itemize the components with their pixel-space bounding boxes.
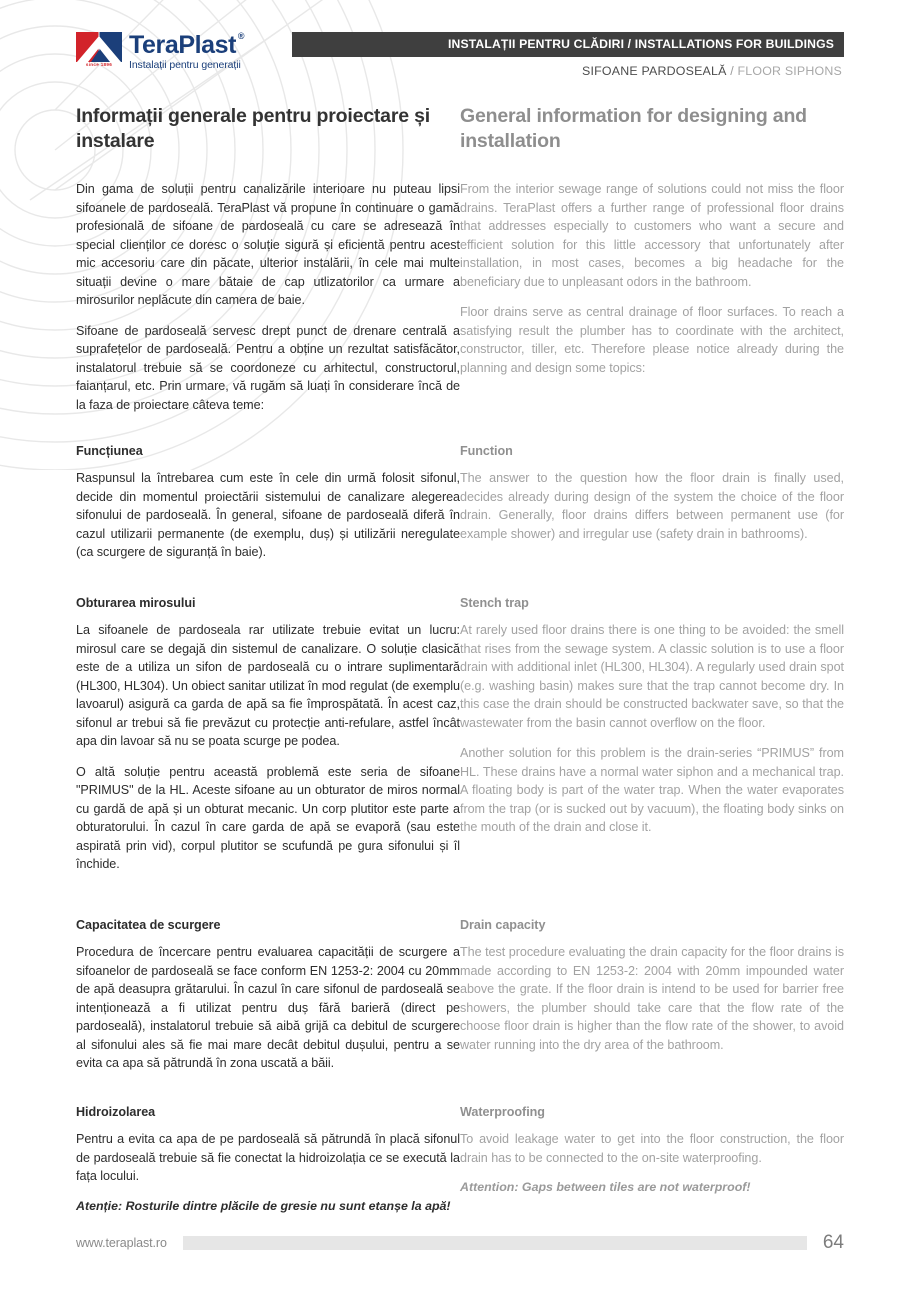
section-paragraph: Raspunsul la întrebarea cum este în cele din urmă folosit sifonul, decide din momentul proiectării sistemului de canalizare alegerea sifonului de pardoseală. În general, sifoane de pardoseală diferă în cazul utilizarii permanente (de exemplu, duș) și utilizării neregulate (ca scurgere de siguranță în baie). xyxy=(76,471,460,559)
section-heading: Obturarea mirosului xyxy=(76,596,196,610)
section-paragraph: Another solution for this problem is the drain-series “PRIMUS” from HL. These drains have a normal water siphon and a mechanical trap. A floating body is part of the water trap. When the water evaporates from the trap (or is sucked out by vacuum), the floating body sinks on the mouth of the drain and close it. xyxy=(460,746,844,834)
section-paragraph: Pentru a evita ca apa de pe pardoseală să pătrundă în placă sifonul de pardoseală trebuie să fie conectat la hidroizolația ce se execută la fața locului. xyxy=(76,1132,460,1183)
section-heading: Waterproofing xyxy=(460,1105,545,1119)
footer-divider-bar xyxy=(183,1236,807,1250)
intro-block-ro xyxy=(76,180,460,426)
page-footer xyxy=(76,1234,844,1252)
section-paragraph: La sifoanele de pardoseala rar utilizate trebuie evitat un lucru: mirosul care se degajă din sistemul de canalizare. O soluție clasică este de a utiliza un sifon de pardoseală cu o intrare suplimentară (HL300, HL304). Un obiect sanitar utilizat în mod regulat (de exemplu lavoarul) asigură ca garda de apă sa fie împrospătată. În acest caz, sifonul ar trebui să fie prevăzut cu protecție anti-refulare, astfel încât apa din lavoar să nu se poata scurge pe podea. xyxy=(76,623,460,748)
section-2-ro xyxy=(76,596,460,886)
section-heading: Capacitatea de scurgere xyxy=(76,918,221,932)
intro-paragraph: Sifoane de pardoseală servesc drept punct de drenare centrală a suprafețelor de pardoseală. Pentru a obține un rezultat satisfăcător, instalatorul trebuie să se coordoneze cu arhitectul, constructorul, faianțarul, etc. Prin urmare, vă rugăm să luați în considerare încă de la faza de proiectare câteva teme: xyxy=(76,323,460,412)
section-heading: Funcțiunea xyxy=(76,444,143,458)
section-1-ro xyxy=(76,444,460,574)
header-subtitle-ro: SIFOANE PARDOSEALĂ xyxy=(582,64,727,78)
page-title-en: General information for designing and installation xyxy=(460,105,807,152)
section-1-en xyxy=(460,444,844,555)
header-subtitle-separator: / xyxy=(726,64,738,78)
footer-website-url[interactable]: www.teraplast.ro xyxy=(76,1236,167,1250)
section-heading: Drain capacity xyxy=(460,918,546,932)
teraplast-logo-icon xyxy=(76,32,122,68)
header-subtitle-en: FLOOR SIPHONS xyxy=(737,64,842,78)
section-paragraph: Procedura de încercare pentru evaluarea capacității de scurgere a sifoanelor de pardoseală se face conform EN 1253-2: 2004 cu 20mm de apă deasupra grătarului. În cazul în care sifonul de pardoseală se intenționează a fi utilizat pentru duș fără barieră (direct pe pardoseală), instalatorul trebuie să aibă grijă ca debitul de scurgere al sifonului ales să fie mai mare decât debitul dușului, pentru a se evita ca apa să pătrundă în zona uscată a băii. xyxy=(76,945,460,1070)
intro-block-en xyxy=(460,180,844,389)
section-paragraph: To avoid leakage water to get into the floor construction, the floor drain has to be connected to the on-site waterproofing. xyxy=(460,1132,844,1165)
header-category-bar: INSTALAȚII PENTRU CLĂDIRI / INSTALLATIONS FOR BUILDINGS xyxy=(292,32,844,57)
section-paragraph: At rarely used floor drains there is one thing to be avoided: the smell that rises from the sewage system. A classic solution is to use a floor drain with additional inlet (HL300, HL304). A regularly used drain spot (e.g. washing basin) makes sure that the trap cannot become dry. In this case the drain should be constructed backwater save, so that the wastewater from the basin cannot overflow on the floor. xyxy=(460,623,844,730)
page-title-ro: Informații generale pentru proiectare și instalare xyxy=(76,105,430,152)
section-heading: Function xyxy=(460,444,513,458)
header-titles xyxy=(292,32,844,78)
section-paragraph: The test procedure evaluating the drain capacity for the floor drains is made according to EN 1253-2: 2004 with 20mm impounded water above the grate. If the floor drain is intend to be used for barrier free showers, the plumber should take care that the flow rate of the choose floor drain is higher than the flow rate of the shower, to avoid water running into the dry area of the bathroom. xyxy=(460,945,844,1052)
intro-paragraph: From the interior sewage range of solutions could not miss the floor drains. TeraPlast offers a further range of professional floor drains that addresses especially to customers who want a secure and efficient solution for this little accessory that unfortunately after installation, in most cases, becomes a big headache for the beneficiary due to unpleasant odors in the bathroom. xyxy=(460,182,844,289)
header-subtitle xyxy=(292,64,844,78)
intro-paragraph: Floor drains serve as central drainage of floor surfaces. To reach a satisfying result the plumber has to coordinate with the architect, constructor, tiller, etc. Therefore please notice already during the planning and design some topics: xyxy=(460,305,844,375)
logo-since-text: since 1896 xyxy=(85,62,113,67)
intro-paragraph: Din gama de soluții pentru canalizările interioare nu puteau lipsi sifoanele de pardoseală. TeraPlast vă propune în continuare o gamă profesională de sifoane de pardoseală cu care se adresează în special clienților ce doresc o soluție sigură și eficientă pentru acest mic accesoriu care din păcate, ulterior instalării, în cele mai multe situații devine o mare bătaie de cap utlizatorilor ca urmare a mirosurilor neplăcute din camera de baie. xyxy=(76,182,460,307)
column-title-en xyxy=(460,104,844,174)
footer-page-number: 64 xyxy=(822,1232,844,1253)
column-title-ro xyxy=(76,104,460,174)
section-3-en xyxy=(460,918,844,1066)
section-heading: Stench trap xyxy=(460,596,529,610)
section-4-en xyxy=(460,1105,844,1197)
attention-note: Attention: Gaps between tiles are not waterproof! xyxy=(460,1180,751,1194)
section-4-ro xyxy=(76,1105,460,1215)
brand-tagline: Instalații pentru generații xyxy=(129,59,241,71)
attention-note: Atenție: Rosturile dintre plăcile de gresie nu sunt etanșe la apă! xyxy=(76,1198,451,1213)
section-2-en xyxy=(460,596,844,849)
section-heading: Hidroizolarea xyxy=(76,1105,156,1119)
brand-logo[interactable] xyxy=(76,31,245,71)
section-paragraph: The answer to the question how the floor drain is finally used, decides already during design of the system the choice of the floor drain. Generally, floor drains differs between permanent use (for example shower) and irregular use (safety drain in bathrooms). xyxy=(460,471,844,541)
section-paragraph: O altă soluție pentru această problemă este seria de sifoane "PRIMUS" de la HL. Aceste sifoane au un obturator de miros normal cu gardă de apă și un obturat mecanic. Un corp plutitor este parte a obturatorului. În cazul în care garda de apă se evaporă (sau este aspirată prin vid), corpul plutitor se scufundă pe gura sifonului și îl închide. xyxy=(76,764,460,871)
trademark-symbol: ® xyxy=(237,31,245,41)
page-header xyxy=(76,28,844,90)
brand-name: TeraPlast ® xyxy=(129,31,245,59)
section-3-ro xyxy=(76,918,460,1085)
